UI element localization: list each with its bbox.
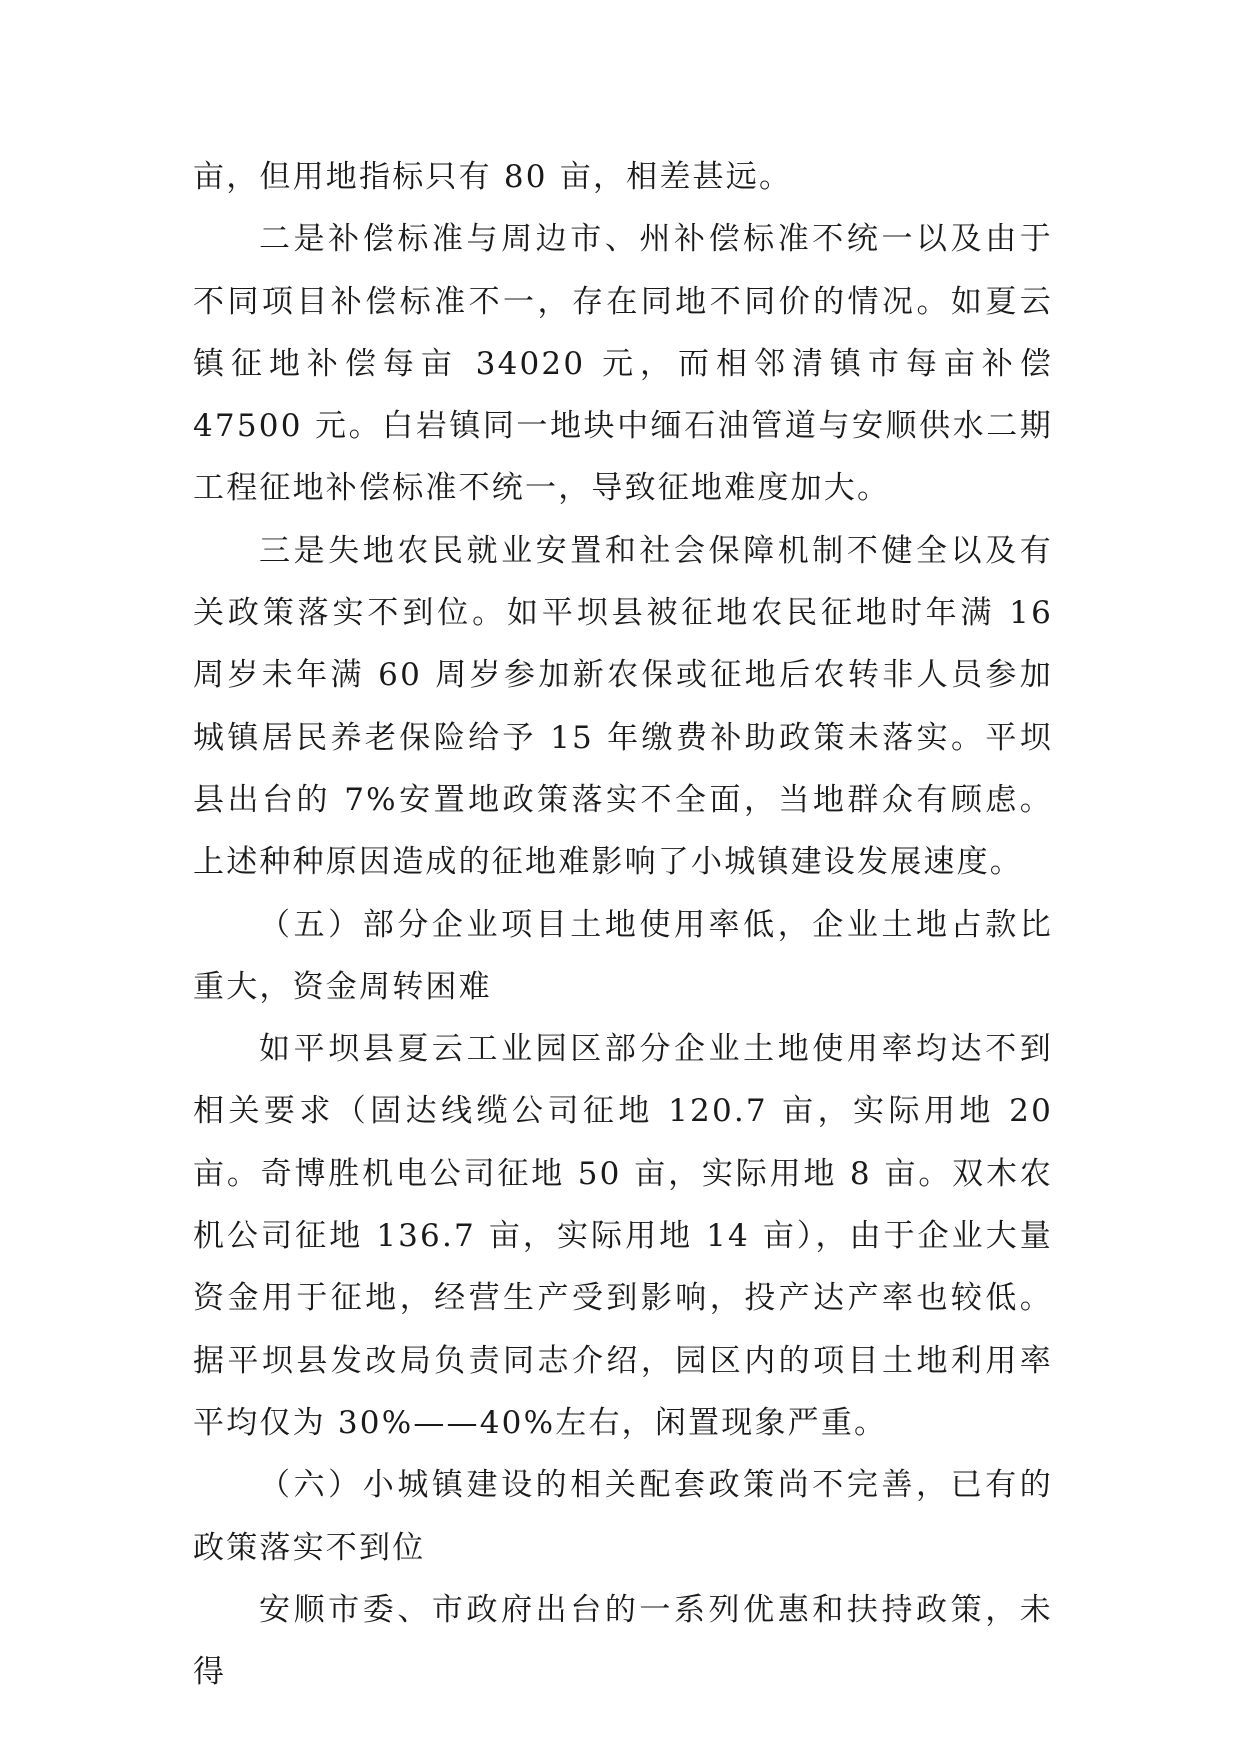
- paragraph-land-usage: 如平坝县夏云工业园区部分企业土地使用率均达不到相关要求（固达线缆公司征地 120.7 亩，实际用地 20 亩。奇博胜机电公司征地 50 亩，实际用地 8 亩。双木农机公司征地 136.7 亩，实际用地 14 亩），由于企业大量资金用于征地，经营生产受到影响，投产达产率也较低。据平坝县发改局负责同志介绍，园区内的项目土地利用率平均仅为 30%——40%左右，闲置现象严重。: [193, 1031, 1053, 1441]
- paragraph-policy: 安顺市委、市政府出台的一系列优惠和扶持政策，未得: [193, 1591, 1053, 1691]
- paragraph-continuation: 亩，但用地指标只有 80 亩，相差甚远。: [193, 159, 793, 195]
- paragraph-social-security: 三是失地农民就业安置和社会保障机制不健全以及有关政策落实不到位。如平坝县被征地农民征地时年满 16 周岁未年满 60 周岁参加新农保或征地后农转非人员参加城镇居民养老保险给予 15 年缴费补助政策未落实。平坝县出台的 7%安置地政策落实不全面，当地群众有顾虑。上述种种原因造成的征地难影响了小城镇建设发展速度。: [193, 532, 1053, 881]
- section-heading-five: （五）部分企业项目土地使用率低，企业土地占款比重大，资金周转困难: [193, 906, 1053, 1005]
- paragraph-compensation-standards: 二是补偿标准与周边市、州补偿标准不统一以及由于不同项目补偿标准不一，存在同地不同价的情况。如夏云镇征地补偿每亩 34020 元，而相邻清镇市每亩补偿 47500 元。白岩镇同一地块中缅石油管道与安顺供水二期工程征地补偿标准不统一，导致征地难度加大。: [193, 221, 1053, 507]
- section-heading-six: （六）小城镇建设的相关配套政策尚不完善，已有的政策落实不到位: [193, 1467, 1053, 1566]
- document-page: [193, 146, 1053, 1703]
